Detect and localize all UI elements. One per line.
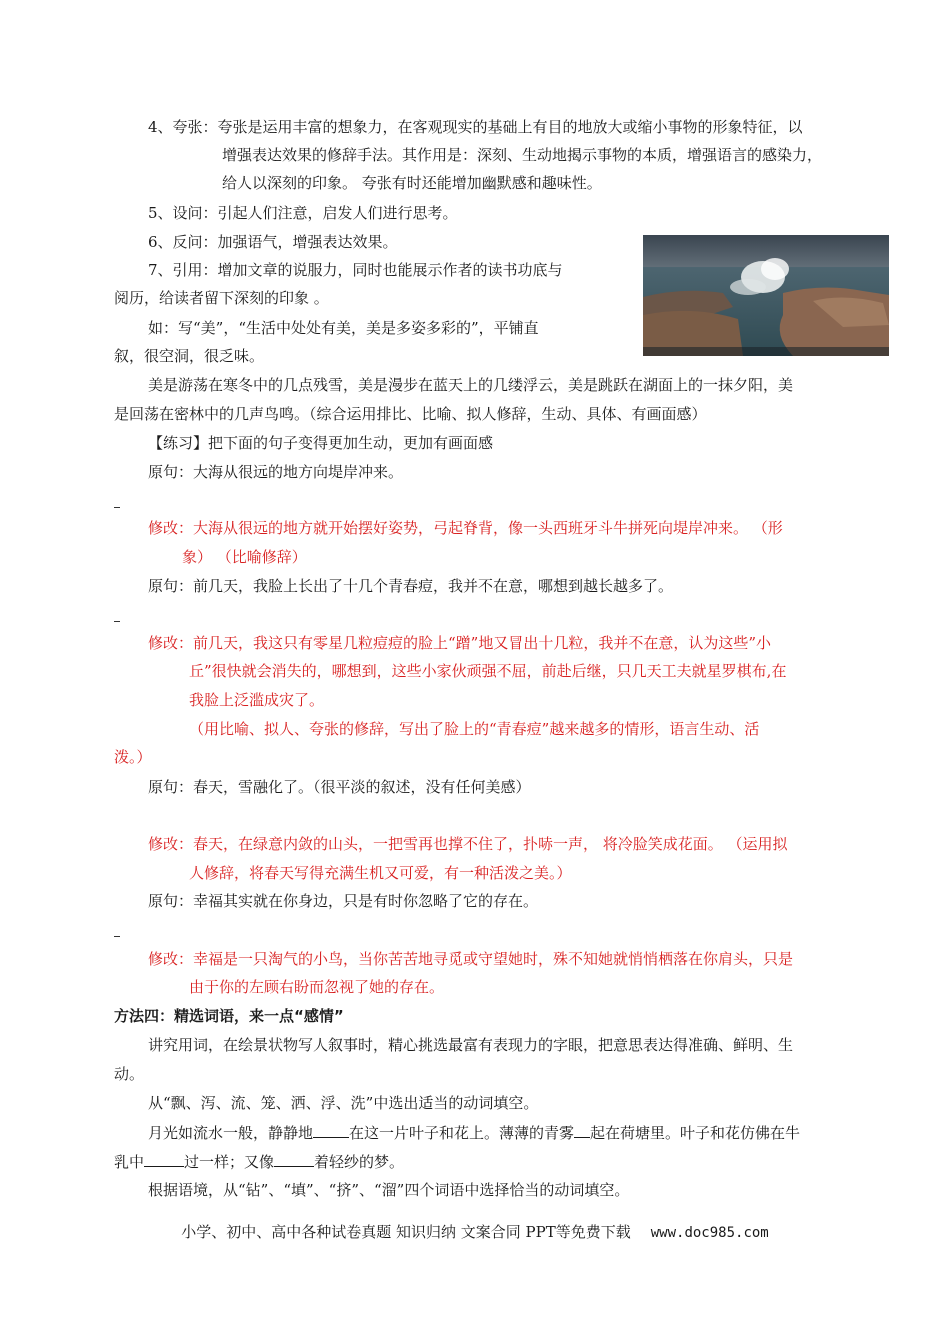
revision-2-line-4: （用比喻、拟人、夸张的修辞，写出了脸上的“青春痘”越来越多的情形，语言生动、活 [189, 720, 760, 738]
practice-title: 【练习】把下面的句子变得更加生动，更加有画面感 [148, 434, 494, 452]
revision-3-line-1: 修改：春天，在绿意内敛的山头，一把雪再也撑不住了，扑哧一声， 将冷脸笑成花面。 （运用拟 [148, 835, 788, 853]
hyperbole-line-2: 增强表达效果的修辞手法。其作用是：深刻、生动地揭示事物的本质，增强语言的感染力， [222, 146, 823, 164]
footer-url[interactable]: www.doc985.com [650, 1225, 769, 1241]
moonlight-text-a: 月光如流水一般，静静地 [148, 1124, 314, 1142]
revision-2-line-5: 泼。） [114, 748, 152, 766]
moonlight-text-b: 在这一片叶子和花上。薄薄的青雾 [349, 1124, 575, 1142]
page-footer [0, 1222, 950, 1243]
fill-blank-3[interactable] [144, 1151, 184, 1167]
answer-blank-4 [114, 936, 120, 937]
moonlight-text-e: 过一样；又像 [184, 1153, 275, 1171]
seascape-photo [643, 235, 889, 356]
revision-3-line-2: 人修辞，将春天写得充满生机又可爱，有一种活泼之美。） [189, 864, 572, 882]
method-four-heading: 方法四：精选词语，来一点“感情” [114, 1007, 344, 1025]
revision-2-line-1: 修改：前几天，我这只有零星几粒痘痘的脸上“蹭”地又冒出十几粒，我并不在意，认为这些”小 [148, 634, 772, 652]
example-line-2: 叙，很空洞，很乏味。 [114, 347, 265, 365]
revision-2-line-3: 我脸上泛滥成灾了。 [189, 691, 325, 709]
revision-1-line-2: 象） （比喻修辞） [182, 548, 307, 566]
moonlight-text-c: 起在荷塘里。叶子和花仿佛在牛 [590, 1124, 801, 1142]
answer-blank-2 [114, 621, 120, 622]
answer-blank-1 [114, 507, 120, 508]
fill-blank-4[interactable] [274, 1151, 314, 1167]
revision-4-line-1: 修改：幸福是一只淘气的小鸟，当你苦苦地寻觅或守望她时，殊不知她就悄悄栖落在你肩头，只是 [148, 950, 794, 968]
revision-4-line-2: 由于你的左顾右盼而忽视了她的存在。 [189, 978, 445, 996]
moonlight-line-1 [148, 1122, 800, 1143]
original-sentence-1: 原句：大海从很远的地方向堤岸冲来。 [148, 463, 404, 481]
moonlight-text-f: 着轻纱的梦。 [314, 1153, 405, 1171]
beauty-line-2: 是回荡在密林中的几声鸟鸣。（综合运用排比、比喻、拟人修辞，生动、具体、有画面感） [114, 405, 707, 423]
original-sentence-4: 原句：幸福其实就在你身边，只是有时你忽略了它的存在。 [148, 892, 539, 910]
verb-choice-instruction: 从“飘、泻、流、笼、洒、浮、洗”中选出适当的动词填空。 [148, 1094, 539, 1112]
footer-text: 小学、初中、高中各种试卷真题 知识归纳 文案合同 PPT等免费下载 [181, 1223, 631, 1241]
method-four-paragraph-line-2: 动。 [114, 1065, 145, 1083]
fill-blank-1[interactable] [313, 1122, 349, 1138]
rhetorical-item: 6、反问：加强语气，增强表达效果。 [148, 233, 398, 251]
quote-line-1: 7、引用：增加文章的说服力，同时也能展示作者的读书功底与 [148, 261, 563, 279]
fill-blank-2[interactable] [574, 1122, 590, 1138]
beauty-line-1: 美是游荡在寒冬中的几点残雪，美是漫步在蓝天上的几缕浮云，美是跳跃在湖面上的一抹夕阳，美 [148, 376, 794, 394]
hyperbole-line-3: 给人以深刻的印象。 夸张有时还能增加幽默感和趣味性。 [222, 174, 602, 192]
question-item: 5、设问：引起人们注意，启发人们进行思考。 [148, 204, 458, 222]
original-sentence-3: 原句：春天，雪融化了。（很平淡的叙述，没有任何美感） [148, 778, 531, 796]
context-verb-instruction: 根据语境，从“钻”、“填”、“挤”、“溜”四个词语中选择恰当的动词填空。 [148, 1181, 630, 1199]
moonlight-line-2 [114, 1151, 404, 1172]
moonlight-text-d: 乳中 [114, 1153, 145, 1171]
revision-2-line-2: 丘”很快就会消失的，哪想到，这些小家伙顽强不屈，前赴后继，只几天工夫就星罗棋布,在 [189, 662, 787, 680]
example-line-1: 如：写“美”，“生活中处处有美，美是多姿多彩的”，平铺直 [148, 319, 539, 337]
revision-1-line-1: 修改：大海从很远的地方就开始摆好姿势，弓起脊背，像一头西班牙斗牛拼死向堤岸冲来。 （形 [148, 519, 783, 537]
quote-line-2: 阅历，给读者留下深刻的印象 。 [114, 289, 329, 307]
hyperbole-line-1: 4、夸张：夸张是运用丰富的想象力，在客观现实的基础上有目的地放大或缩小事物的形象特征，以 [148, 118, 803, 136]
original-sentence-2: 原句：前几天，我脸上长出了十几个青春痘，我并不在意，哪想到越长越多了。 [148, 577, 674, 595]
method-four-paragraph-line-1: 讲究用词，在绘景状物写人叙事时，精心挑选最富有表现力的字眼，把意思表达得准确、鲜明、生 [148, 1036, 794, 1054]
